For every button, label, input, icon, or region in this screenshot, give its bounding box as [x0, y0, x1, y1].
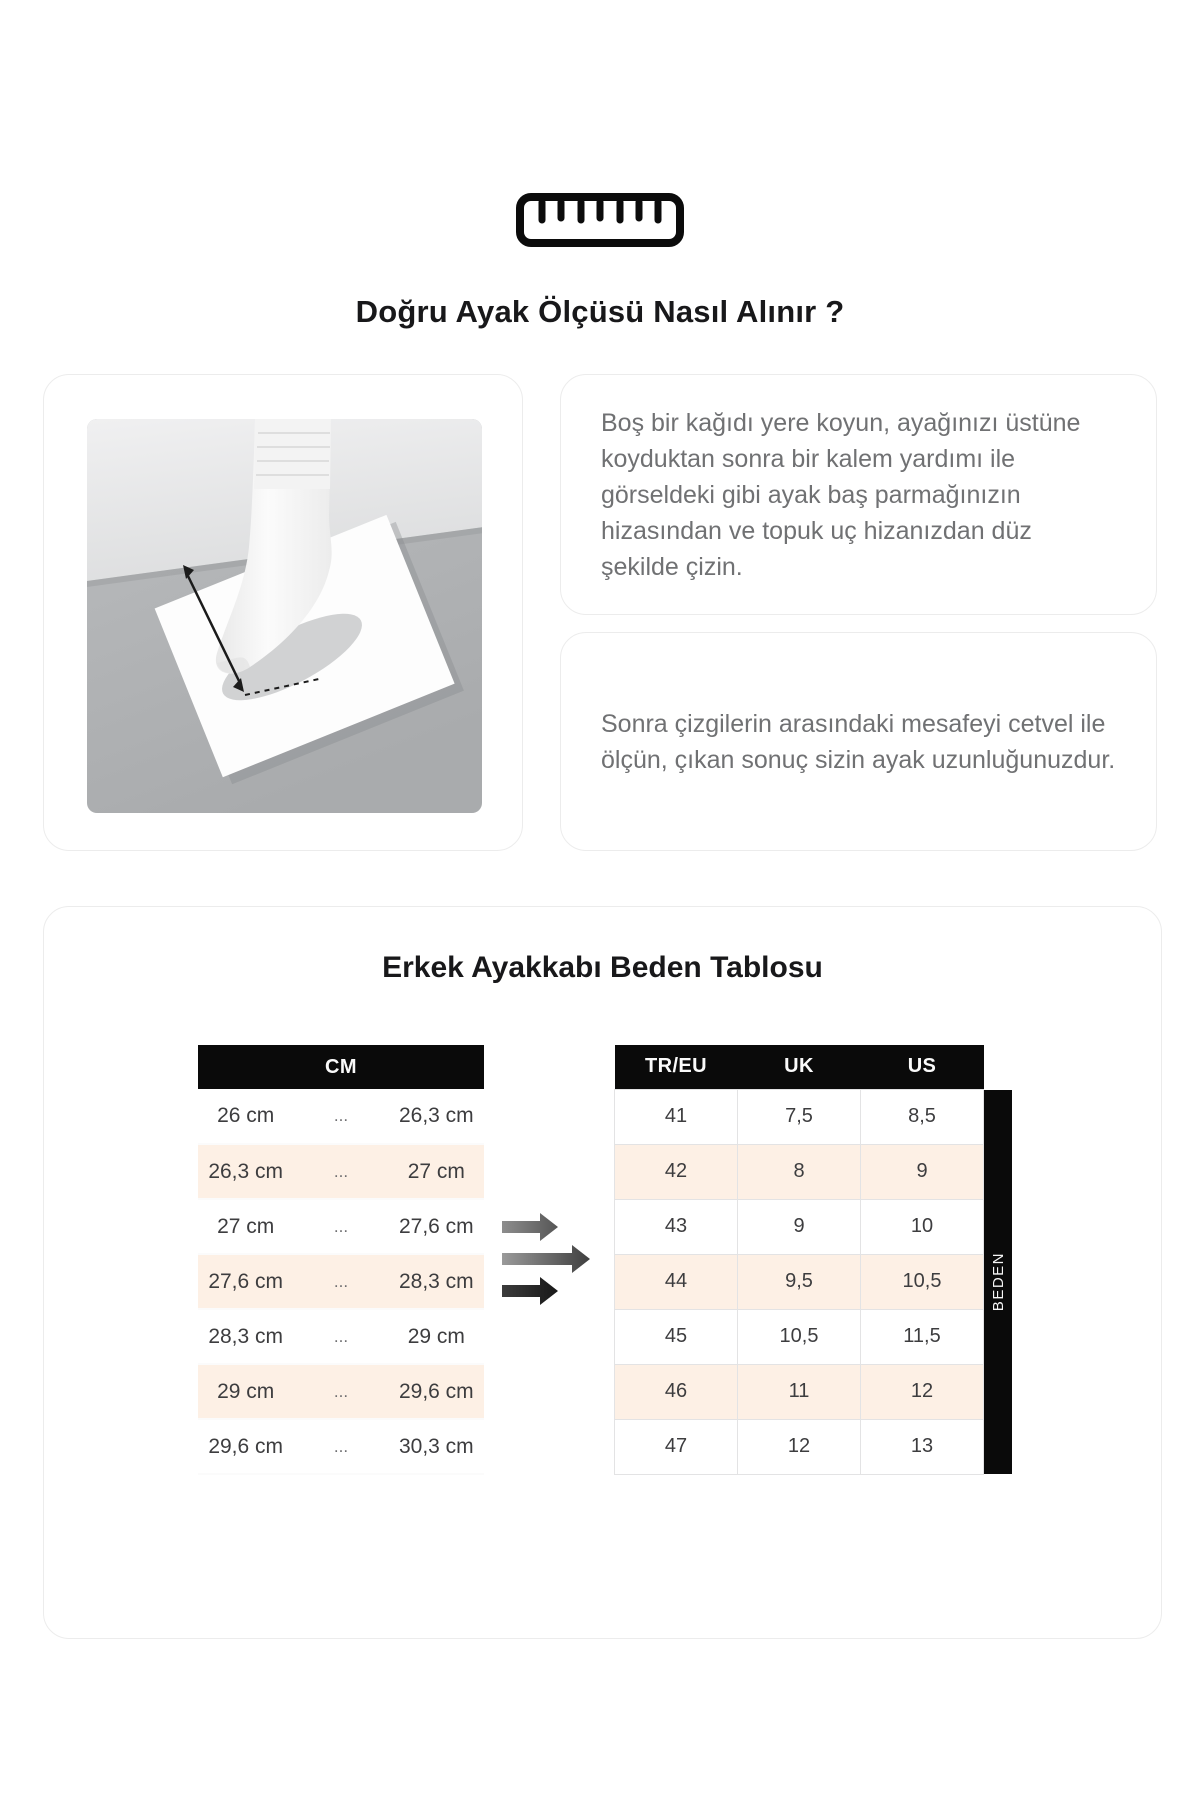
size-table-row — [615, 1419, 984, 1474]
cm-to-cell: 26,3 cm — [389, 1089, 484, 1144]
uk-cell: 7,5 — [738, 1089, 861, 1144]
cm-table-row — [198, 1309, 484, 1364]
cm-from-cell: 26 cm — [198, 1089, 293, 1144]
instruction-card-step2 — [560, 632, 1157, 851]
size-table-row — [615, 1199, 984, 1254]
instructions-row — [43, 374, 1157, 851]
treu-cell: 47 — [615, 1419, 738, 1474]
cm-from-cell: 29 cm — [198, 1364, 293, 1419]
us-cell: 10,5 — [861, 1254, 984, 1309]
foot-photo-illustration — [87, 419, 482, 813]
treu-cell: 42 — [615, 1144, 738, 1199]
beden-label-text: BEDEN — [989, 1252, 1007, 1312]
range-separator: ... — [293, 1089, 388, 1144]
cm-from-cell: 27,6 cm — [198, 1254, 293, 1309]
cm-table-row — [198, 1364, 484, 1419]
cm-to-cell: 28,3 cm — [389, 1254, 484, 1309]
page-title: Doğru Ayak Ölçüsü Nasıl Alınır ? — [355, 294, 845, 329]
uk-cell: 11 — [738, 1364, 861, 1419]
conversion-arrows-icon — [502, 1210, 592, 1310]
size-col-treu: TR/EU — [615, 1045, 738, 1089]
us-cell: 13 — [861, 1419, 984, 1474]
range-separator: ... — [293, 1419, 388, 1474]
instruction-cards — [560, 374, 1157, 851]
instruction-step1-text: Boş bir kağıdı yere koyun, ayağınızı üstüne koyduktan sonra bir kalem yardımı ile görseldeki gibi ayak baş parmağınızın hizasından ve topuk uç hizanızdan düz şekilde çizin. — [601, 408, 1081, 581]
cm-table-row — [198, 1144, 484, 1199]
range-separator: ... — [293, 1199, 388, 1254]
us-cell: 11,5 — [861, 1309, 984, 1364]
cm-from-cell: 29,6 cm — [198, 1419, 293, 1474]
beden-side-label — [984, 1090, 1012, 1474]
foot-on-paper-photo — [87, 419, 482, 813]
cm-from-cell: 26,3 cm — [198, 1144, 293, 1199]
size-col-us: US — [861, 1045, 984, 1089]
size-col-uk: UK — [738, 1045, 861, 1089]
cm-table-row — [198, 1089, 484, 1144]
range-separator: ... — [293, 1364, 388, 1419]
cm-from-cell: 28,3 cm — [198, 1309, 293, 1364]
cm-to-cell: 29 cm — [389, 1309, 484, 1364]
us-cell: 10 — [861, 1199, 984, 1254]
cm-table-row — [198, 1254, 484, 1309]
cm-table-row — [198, 1199, 484, 1254]
cm-to-cell: 30,3 cm — [389, 1419, 484, 1474]
us-cell: 9 — [861, 1144, 984, 1199]
treu-cell: 41 — [615, 1089, 738, 1144]
size-table-row — [615, 1144, 984, 1199]
ruler-icon — [515, 192, 685, 248]
cm-to-cell: 27,6 cm — [389, 1199, 484, 1254]
us-cell: 12 — [861, 1364, 984, 1419]
uk-cell: 9 — [738, 1199, 861, 1254]
uk-cell: 10,5 — [738, 1309, 861, 1364]
ruler-icon-wrap — [0, 0, 1200, 248]
cm-from-cell: 27 cm — [198, 1199, 293, 1254]
size-table-row — [615, 1309, 984, 1364]
foot-measure-photo-card — [43, 374, 523, 851]
size-table-header-row — [615, 1045, 984, 1089]
cm-table-row — [198, 1419, 484, 1474]
cm-table — [198, 1045, 484, 1475]
range-separator: ... — [293, 1254, 388, 1309]
size-conversion-table — [614, 1045, 984, 1475]
instruction-card-step1 — [560, 374, 1157, 615]
uk-cell: 8 — [738, 1144, 861, 1199]
size-table-row — [615, 1089, 984, 1144]
uk-cell: 12 — [738, 1419, 861, 1474]
size-table-row — [615, 1254, 984, 1309]
size-table-row — [615, 1364, 984, 1419]
treu-cell: 45 — [615, 1309, 738, 1364]
treu-cell: 43 — [615, 1199, 738, 1254]
size-section-title: Erkek Ayakkabı Beden Tablosu — [382, 951, 823, 984]
cm-to-cell: 29,6 cm — [389, 1364, 484, 1419]
range-separator: ... — [293, 1144, 388, 1199]
range-separator: ... — [293, 1309, 388, 1364]
us-cell: 8,5 — [861, 1089, 984, 1144]
instruction-step2-text: Sonra çizgilerin arasındaki mesafeyi cetvel ile ölçün, çıkan sonuç sizin ayak uzunluğunuzdur. — [601, 709, 1116, 774]
treu-cell: 44 — [615, 1254, 738, 1309]
treu-cell: 46 — [615, 1364, 738, 1419]
cm-table-header: CM — [198, 1045, 484, 1089]
uk-cell: 9,5 — [738, 1254, 861, 1309]
cm-to-cell: 27 cm — [389, 1144, 484, 1199]
size-table-card — [43, 906, 1162, 1639]
